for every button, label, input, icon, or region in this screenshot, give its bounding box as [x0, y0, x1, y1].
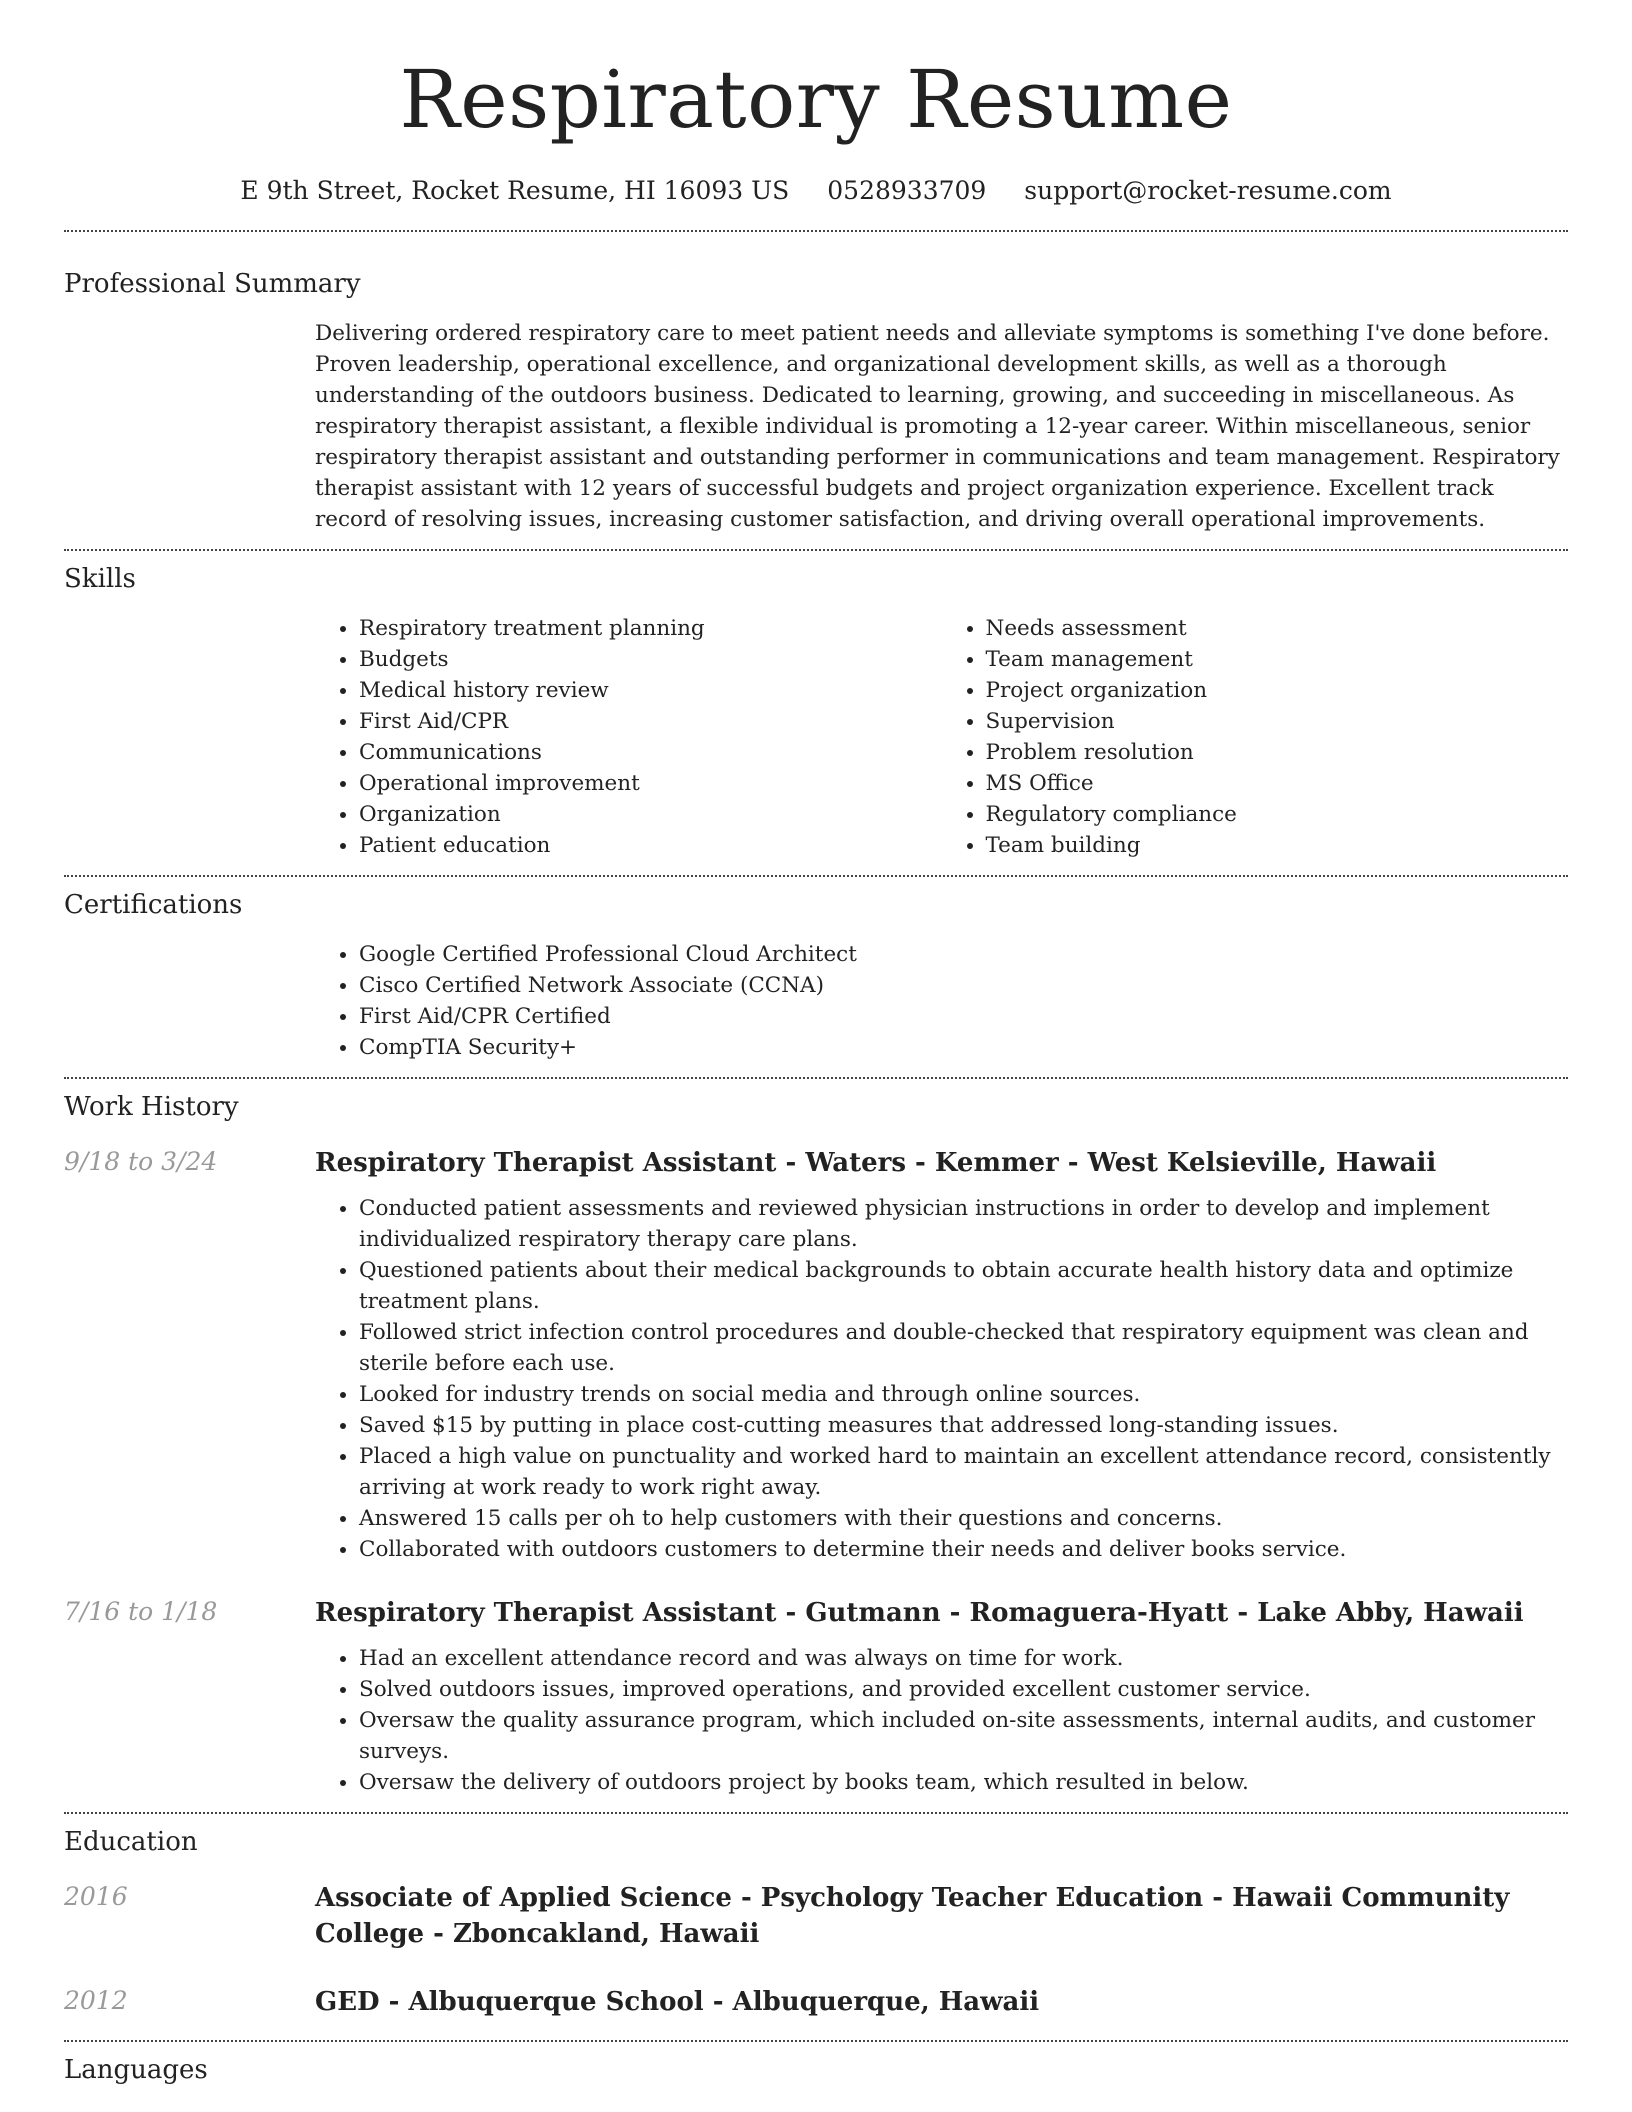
languages-section [64, 2042, 1568, 2088]
summary-section [64, 232, 1568, 535]
contact-phone: 0528933709 [827, 176, 987, 205]
section-title-certifications: Certifications [64, 890, 243, 920]
job-bullet: • Followed strict infection control procedures and double-checked that respiratory equipment was clean and sterile before each use. [359, 1317, 1568, 1379]
job-bullet: • Saved $15 by putting in place cost-cutting measures that addressed long-standing issues. [359, 1410, 1568, 1441]
job-title: Respiratory Therapist Assistant - Gutmann - Romaguera-Hyatt - Lake Abby, Hawaii [315, 1598, 1524, 1628]
contact-address: E 9th Street, Rocket Resume, HI 16093 US [240, 176, 790, 205]
skill-item: • Regulatory compliance [986, 799, 1569, 830]
summary-text: Delivering ordered respiratory care to meet patient needs and alleviate symptoms is something I've done before. Proven leadership, operational excellence, and organizational development skills, as well as a thorough understanding of the outdoors business. Dedicated to learning, growing, and succeeding in miscellaneous. As respiratory therapist assistant, a flexible individual is promoting a 12-year career. Within miscellaneous, senior respiratory therapist assistant and outstanding performer in communications and team management. Respiratory therapist assistant with 12 years of successful budgets and project organization experience. Excellent track record of resolving issues, increasing customer satisfaction, and driving overall operational improvements. [315, 321, 1560, 532]
skill-item: • Project organization [986, 675, 1569, 706]
skills-section [64, 551, 1568, 861]
section-title-skills: Skills [64, 564, 136, 594]
job-bullet: • Collaborated with outdoors customers to determine their needs and deliver books service. [359, 1534, 1568, 1565]
skill-item: • Team building [986, 830, 1569, 861]
education-title: Associate of Applied Science - Psychology Teacher Education - Hawaii Community College - Zboncakland, Hawaii [315, 1883, 1510, 1949]
job-bullet: • Looked for industry trends on social media and through online sources. [359, 1379, 1568, 1410]
section-title-languages: Languages [64, 2055, 208, 2085]
certification-item: • CompTIA Security+ [359, 1032, 1568, 1063]
education-year: 2012 [64, 1986, 128, 2015]
certifications-section [64, 877, 1568, 1063]
section-title-education: Education [64, 1827, 198, 1857]
skill-item: • First Aid/CPR [359, 706, 942, 737]
job-bullet: • Oversaw the quality assurance program, which included on-site assessments, internal audits, and customer surveys. [359, 1705, 1568, 1767]
job-bullets [315, 1643, 1568, 1798]
certification-item: • Google Certified Professional Cloud Architect [359, 939, 1568, 970]
job-header [64, 1145, 1568, 1181]
job-dates: 7/16 to 1/18 [64, 1597, 218, 1626]
job-bullets [315, 1193, 1568, 1565]
skill-item: • Problem resolution [986, 737, 1569, 768]
resume-title: Respiratory Resume [399, 53, 1233, 146]
section-title-work: Work History [64, 1092, 239, 1122]
job-dates: 9/18 to 3/24 [64, 1147, 218, 1176]
skills-list-right [942, 613, 1569, 861]
section-title-summary: Professional Summary [64, 269, 361, 299]
skill-item: • Operational improvement [359, 768, 942, 799]
job-bullet: • Oversaw the delivery of outdoors project by books team, which resulted in below. [359, 1767, 1568, 1798]
skill-item: • Team management [986, 644, 1569, 675]
education-title: GED - Albuquerque School - Albuquerque, Hawaii [315, 1987, 1040, 2017]
job-bullet: • Had an excellent attendance record and was always on time for work. [359, 1643, 1568, 1674]
certification-item: • First Aid/CPR Certified [359, 1001, 1568, 1032]
job-bullet: • Questioned patients about their medical backgrounds to obtain accurate health history data and optimize treatment plans. [359, 1255, 1568, 1317]
education-entry [64, 1984, 1568, 2020]
job-title: Respiratory Therapist Assistant - Waters - Kemmer - West Kelsieville, Hawaii [315, 1148, 1437, 1178]
education-entry [64, 1880, 1568, 1952]
job-bullet: • Conducted patient assessments and reviewed physician instructions in order to develop and implement individualized respiratory therapy care plans. [359, 1193, 1568, 1255]
certifications-list [315, 939, 1568, 1063]
contact-email: support@rocket-resume.com [1024, 176, 1392, 205]
skill-item: • Supervision [986, 706, 1569, 737]
job-bullet: • Solved outdoors issues, improved operations, and provided excellent customer service. [359, 1674, 1568, 1705]
skill-item: • Respiratory treatment planning [359, 613, 942, 644]
education-year: 2016 [64, 1882, 128, 1911]
job-bullet: • Answered 15 calls per oh to help customers with their questions and concerns. [359, 1503, 1568, 1534]
job-bullet: • Placed a high value on punctuality and worked hard to maintain an excellent attendance record, consistently arriving at work ready to work right away. [359, 1441, 1568, 1503]
skill-item: • Needs assessment [986, 613, 1569, 644]
certification-item: • Cisco Certified Network Associate (CCNA) [359, 970, 1568, 1001]
skill-item: • Budgets [359, 644, 942, 675]
skill-item: • Medical history review [359, 675, 942, 706]
job-header [64, 1595, 1568, 1631]
skill-item: • Communications [359, 737, 942, 768]
skill-item: • Patient education [359, 830, 942, 861]
contact-line [64, 174, 1568, 208]
skills-list-left [315, 613, 942, 861]
education-section [64, 1814, 1568, 2020]
work-section [64, 1079, 1568, 1798]
skill-item: • MS Office [986, 768, 1569, 799]
skill-item: • Organization [359, 799, 942, 830]
